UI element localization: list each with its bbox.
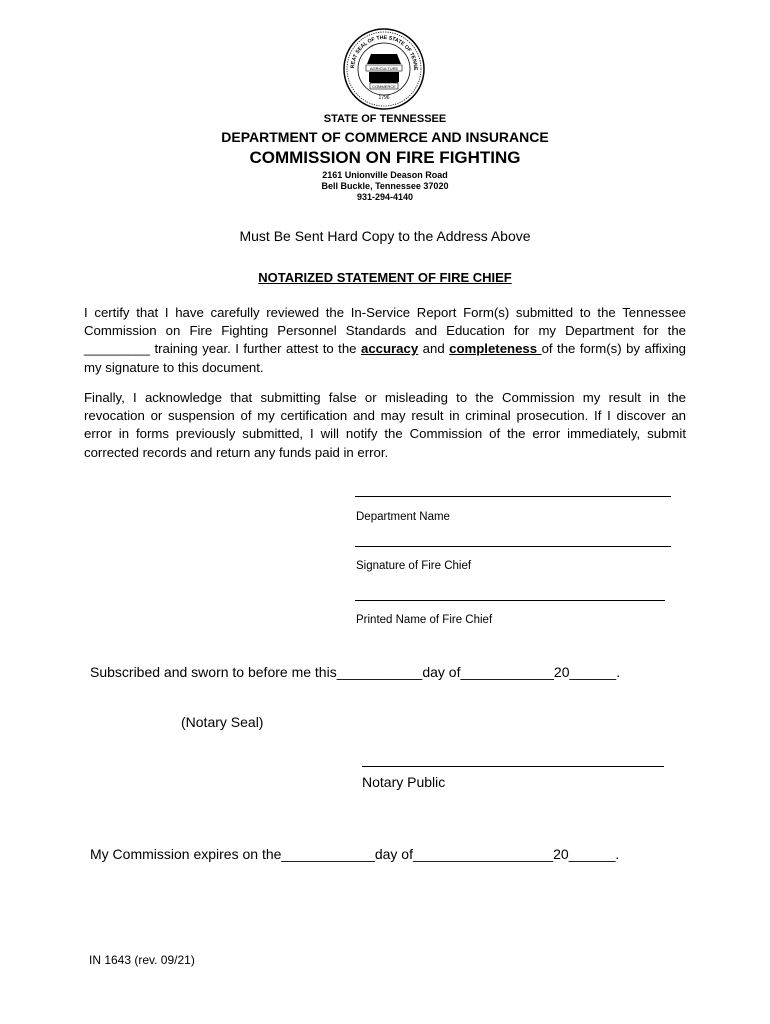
seal-motto-agriculture: AGRICULTURE — [369, 66, 399, 71]
hard-copy-notice: Must Be Sent Hard Copy to the Address Above — [239, 228, 531, 244]
notary-signature-line[interactable] — [362, 766, 664, 767]
para1-part2: training year. I further attest to the — [150, 341, 361, 357]
completeness-emphasis: completeness — [449, 341, 542, 357]
svg-text:THE GREAT SEAL OF THE STATE OF — [343, 28, 418, 71]
state-seal — [343, 28, 425, 110]
phone-number: 931-294-4140 — [356, 192, 414, 202]
training-year-blank[interactable]: _________ — [84, 341, 151, 357]
address-line-2: Bell Buckle, Tennessee 37020 — [321, 181, 449, 191]
seal-year: 1796 — [378, 95, 390, 101]
notary-public-label: Notary Public — [362, 774, 446, 790]
signature-line[interactable] — [355, 546, 671, 547]
printed-name-label: Printed Name of Fire Chief — [356, 614, 493, 626]
commission-heading: COMMISSION ON FIRE FIGHTING — [249, 148, 521, 167]
para1-and: and — [418, 341, 450, 357]
address-line-1: 2161 Unionville Deason Road — [322, 170, 448, 180]
notary-seal-label: (Notary Seal) — [181, 714, 264, 730]
accuracy-emphasis: accuracy — [360, 341, 419, 357]
commission-expires-line[interactable]: My Commission expires on the____________day of__________________20______. — [90, 846, 620, 862]
certification-paragraph — [84, 304, 686, 377]
acknowledgement-paragraph: Finally, I acknowledge that submitting false or misleading to the Commission my result in the revocation or suspension of my certification and may result in criminal prosecution. If I discover an error in forms previously submitted, I will notify the Commission of the error immediately, submit corrected records and return any funds paid in error. — [84, 390, 686, 460]
department-name-line[interactable] — [355, 496, 671, 497]
form-number: IN 1643 (rev. 09/21) — [89, 953, 195, 967]
form-title: NOTARIZED STATEMENT OF FIRE CHIEF — [258, 270, 512, 285]
seal-ring-text: REAT SEAL OF THE STATE OF TENNE — [349, 34, 419, 71]
printed-name-line[interactable] — [355, 600, 665, 601]
department-name-label: Department Name — [356, 511, 450, 523]
signature-label: Signature of Fire Chief — [356, 560, 472, 572]
state-heading: STATE OF TENNESSEE — [323, 113, 447, 125]
para1-part3: of the form(s) by affixing my signature to this document. — [84, 341, 687, 375]
sworn-statement[interactable]: Subscribed and sworn to before me this___________day of____________20______. — [90, 664, 621, 680]
para1-part1: I certify that I have carefully reviewed the In-Service Report Form(s) submitted to the Tennessee Commission on Fire Fighting Personnel Standards and Education for my Department for the — [84, 305, 686, 339]
seal-motto-commerce: COMMERCE — [372, 84, 396, 89]
department-heading: DEPARTMENT OF COMMERCE AND INSURANCE — [221, 129, 549, 145]
